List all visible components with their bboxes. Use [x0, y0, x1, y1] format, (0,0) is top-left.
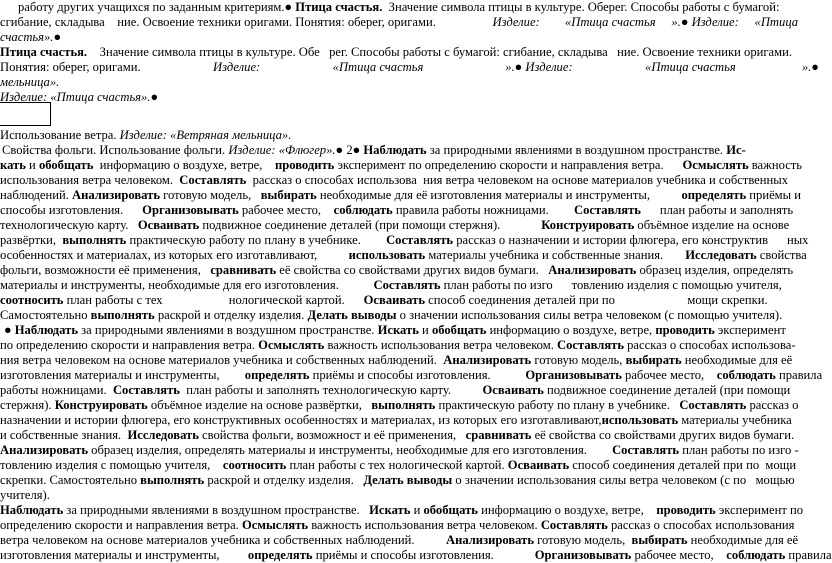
text-line	[0, 308, 816, 323]
text-segment: и собственные знания.	[0, 428, 128, 442]
text-line	[0, 60, 819, 75]
text-line	[0, 323, 816, 338]
text-segment: готовую модель,	[160, 188, 261, 202]
text-segment: материалы учебника	[678, 413, 792, 427]
text-segment: ветра человеком на основе материалов учебника и собственных наблюдений.	[0, 533, 446, 547]
bold-term: выполнять	[371, 398, 436, 412]
bold-term: ●	[335, 143, 347, 157]
text-segment: сгибание, складыва ние. Освоение техники оригами. Понятия: оберег, оригами.	[0, 15, 493, 29]
text-line	[0, 518, 816, 533]
bold-term: определять	[681, 188, 747, 202]
text-segment: рассказ о способах использования	[607, 518, 795, 532]
text-segment: правила работы ножницами.	[392, 203, 574, 217]
text-segment: план работы и заполнять технологическую карту.	[179, 383, 483, 397]
bold-term: Анализировать	[72, 188, 161, 202]
text-segment: план работы с тех нологической картой.	[63, 293, 364, 307]
bold-term: проводить	[656, 503, 716, 517]
bold-term: Анализировать	[443, 353, 532, 367]
text-segment: Значение символа птицы в культуре. Обе	[382, 0, 609, 14]
text-segment: ния ветра человеком на основе материалов учебника и собственных наблюдений.	[0, 353, 444, 367]
bold-term: Наблюдать	[0, 503, 64, 517]
bold-term: Анализировать	[445, 533, 534, 547]
bold-term: ● Птица счастья.	[284, 0, 383, 14]
text-line	[0, 263, 816, 278]
text-segment: практическую работу по плану в учебнике.	[435, 398, 680, 412]
bold-term: обобщать	[431, 323, 487, 337]
text-segment: важность использования ветра человеком.	[308, 518, 541, 532]
bold-term: Осмыслять	[682, 158, 749, 172]
text-segment: Значение символа птицы в культуре. Обе рег. Способы работы с бумагой: сгибание, складыва ние. Освоение техники оригами.	[87, 45, 792, 59]
text-segment: образец изделия, определять материалы и инструменты, необходимые для его изготовления.	[88, 443, 613, 457]
text-line	[0, 0, 816, 15]
bold-term: выбирать	[625, 353, 682, 367]
italic-phrase: Изделие: «Птица счастья ».	[492, 15, 681, 29]
bold-term: Составлять	[373, 278, 441, 292]
text-segment: изготовления материалы и инструменты,	[0, 548, 248, 562]
text-segment: раскрой и отделку изделия.	[204, 473, 364, 487]
text-line	[0, 203, 816, 218]
bold-term: Осваивать	[363, 293, 425, 307]
text-line	[0, 548, 832, 563]
text-segment: работы ножницами.	[0, 383, 113, 397]
text-segment: правила	[785, 548, 832, 562]
bold-term: Составлять	[573, 203, 641, 217]
bold-term: Составлять	[112, 383, 180, 397]
text-segment: и	[418, 323, 432, 337]
text-segment: план работы и заполнять	[640, 203, 794, 217]
bold-term: сравнивать	[465, 428, 532, 442]
text-line	[0, 353, 816, 368]
bold-term: определять	[244, 368, 310, 382]
text-segment: способ соединения деталей при по мощи	[569, 458, 797, 472]
text-segment: учителя).	[0, 488, 50, 502]
text-line	[0, 75, 816, 90]
text-segment: рассказ о способах использова-	[623, 338, 796, 352]
bold-term: Организовывать	[534, 548, 632, 562]
text-segment: изготовления материалы и инструменты,	[0, 368, 245, 382]
italic-phrase: Изделие: «Ветряная мельница».	[119, 128, 292, 142]
text-line	[0, 398, 816, 413]
bold-term: Анализировать	[0, 443, 89, 457]
text-segment: технологическую карту.	[0, 218, 138, 232]
bold-term: Осмыслять	[258, 338, 325, 352]
bold-term: Птица счастья.	[0, 45, 88, 59]
text-segment: скрепки. Самостоятельно	[0, 473, 141, 487]
bold-term: Исследовать	[685, 248, 757, 262]
bold-term: Делать выводы	[307, 308, 397, 322]
bold-term: проводить	[274, 158, 335, 172]
italic-phrase: Изделие: «Птица	[691, 15, 799, 29]
text-segment: за природными явлениями в воздушном пространстве.	[78, 323, 378, 337]
text-segment: работу других учащихся по заданным критериям.	[18, 0, 285, 14]
text-line	[0, 30, 816, 45]
text-segment: о значении использования силы ветра человеком (с по мощью	[452, 473, 795, 487]
bold-term: Осваивать	[137, 218, 200, 232]
bold-term: обобщать	[38, 158, 94, 172]
text-segment: рабочее место,	[238, 203, 334, 217]
bold-term: ●	[811, 60, 819, 74]
bold-term: Составлять	[179, 173, 247, 187]
text-segment: необходимые для её	[681, 353, 793, 367]
text-line	[0, 218, 816, 233]
text-segment: рабочее место,	[631, 548, 727, 562]
italic-phrase: Изделие: «Птица счастья ».	[213, 60, 515, 74]
text-line	[0, 173, 816, 188]
bold-term: Анализировать	[548, 263, 637, 277]
text-line	[0, 368, 823, 383]
text-segment: наблюдений.	[0, 188, 72, 202]
text-segment: за природными явлениями в воздушном пространстве.	[63, 503, 370, 517]
text-line	[0, 188, 816, 203]
bold-term: использовать	[348, 248, 426, 262]
text-line	[0, 248, 816, 263]
text-segment: её свойства со свойствами других видов бумаги.	[276, 263, 549, 277]
bold-term: Ис-	[726, 143, 746, 157]
text-segment: правила	[775, 368, 823, 382]
bold-term: ●	[53, 30, 62, 44]
text-segment: о значении использования силы ветра человеком (с помощью учителя).	[396, 308, 783, 322]
text-segment: раскрой и отделку изделия.	[154, 308, 308, 322]
italic-phrase: Изделие: «Птица счастья».	[0, 90, 151, 104]
text-segment: Самостоятельно	[0, 308, 91, 322]
text-segment: определению скорости и направления ветра.	[0, 518, 242, 532]
text-segment: фольги, возможности её применения,	[0, 263, 211, 277]
text-line	[0, 158, 816, 173]
bold-term: соотносить	[0, 293, 64, 307]
text-segment: рассказ о	[746, 398, 799, 412]
text-segment: план работы с тех нологической картой.	[286, 458, 508, 472]
text-segment: свойства фольги, возможност и её применения,	[198, 428, 466, 442]
text-segment: способы изготовления.	[0, 203, 143, 217]
text-segment: подвижное соединение деталей (при помощи стержня).	[199, 218, 542, 232]
text-line	[0, 293, 816, 308]
text-segment: рег. Способы работы с бумагой:	[608, 0, 780, 14]
bold-term: Составлять	[679, 398, 747, 412]
bold-term: проводить	[655, 323, 715, 337]
text-segment: и	[410, 503, 424, 517]
text-segment: эксперимент по	[715, 503, 804, 517]
bold-term: Составлять	[612, 443, 680, 457]
bold-term: Конструировать	[54, 398, 148, 412]
text-segment: материалы и инструменты, необходимые для его изготовления.	[0, 278, 374, 292]
text-segment: 2	[346, 143, 353, 157]
text-segment: Использование ветра.	[0, 128, 120, 142]
text-segment: свойства	[756, 248, 807, 262]
bold-term: соотносить	[222, 458, 287, 472]
text-segment: важность	[748, 158, 803, 172]
bold-term: Организовывать	[525, 368, 622, 382]
bold-term: использовать	[601, 413, 679, 427]
text-segment: информацию о воздухе, ветре,	[477, 503, 657, 517]
text-line	[0, 428, 816, 443]
text-segment: за природными явлениями в воздушном пространстве.	[426, 143, 727, 157]
text-segment: важность использования ветра человеком.	[324, 338, 557, 352]
text-segment: рассказ о назначении и истории флюгера, его конструктив ных	[453, 233, 809, 247]
text-segment: способ соединения деталей при по мощи скрепки.	[425, 293, 768, 307]
text-segment: рассказ о способах использова ния ветра человеком на основе материалов учебника и собственных	[246, 173, 789, 187]
text-segment: подвижное соединение деталей (при помощи	[543, 383, 791, 397]
text-line	[0, 15, 816, 30]
text-line	[0, 488, 816, 503]
text-line	[0, 383, 816, 398]
bold-term: ● Наблюдать	[4, 323, 78, 337]
bold-term: соблюдать	[716, 368, 776, 382]
text-line	[0, 143, 816, 158]
text-segment: рабочее место,	[621, 368, 717, 382]
text-segment: назначении и истории флюгера, его конструктивных особенностях и материалах, из которых его изготавливают,	[0, 413, 602, 427]
empty-box-frame	[0, 102, 51, 126]
bold-term: Составлять	[540, 518, 608, 532]
text-segment: по определению скорости и направления ветра.	[0, 338, 259, 352]
text-segment: и	[25, 158, 39, 172]
bold-term: Исследовать	[127, 428, 199, 442]
text-line	[0, 128, 816, 143]
bold-term: кать	[0, 158, 26, 172]
text-segment: Понятия: оберег, оригами.	[0, 60, 214, 74]
bold-term: ●	[514, 60, 526, 74]
text-segment: объёмное изделие на основе развёртки,	[147, 398, 372, 412]
text-line	[0, 413, 816, 428]
bold-term: Искать	[369, 503, 411, 517]
text-segment: материалы учебника и собственные знания.	[425, 248, 686, 262]
text-segment: план работы по изго -	[679, 443, 799, 457]
text-segment: объёмное изделие на основе	[634, 218, 790, 232]
text-segment: эксперимент по определению скорости и направления ветра.	[334, 158, 683, 172]
text-line	[0, 233, 816, 248]
text-line	[0, 458, 816, 473]
text-segment: информацию о воздухе, ветре,	[93, 158, 275, 172]
bold-term: ● Наблюдать	[352, 143, 427, 157]
bold-term: Осмыслять	[241, 518, 309, 532]
bold-term: определять	[247, 548, 313, 562]
text-segment: эксперимент	[714, 323, 786, 337]
bold-term: выполнять	[140, 473, 205, 487]
text-segment: образец изделия, определять	[636, 263, 794, 277]
italic-phrase: Изделие: «Птица счастья ».	[525, 60, 812, 74]
bold-term: выбирать	[631, 533, 688, 547]
bold-term: соблюдать	[333, 203, 393, 217]
text-segment: приёмы и	[746, 188, 801, 202]
bold-term: соблюдать	[726, 548, 786, 562]
text-segment: использования ветра человеком.	[0, 173, 180, 187]
text-segment: товлению изделия с помощью учителя,	[0, 458, 223, 472]
text-segment: приёмы и способы изготовления.	[309, 368, 526, 382]
bold-term: обобщать	[423, 503, 478, 517]
bold-term: Осваивать	[507, 458, 570, 472]
italic-phrase: мельница».	[0, 75, 60, 89]
bold-term: выполнять	[90, 308, 155, 322]
text-line	[0, 533, 816, 548]
bold-term: Конструировать	[541, 218, 635, 232]
text-segment: стержня).	[0, 398, 55, 412]
text-line	[0, 473, 816, 488]
bold-term: Составлять	[386, 233, 454, 247]
bold-term: ●	[150, 90, 159, 104]
text-segment: практическую работу по плану в учебнике.	[126, 233, 387, 247]
text-line	[0, 45, 816, 60]
italic-phrase: счастья».	[0, 30, 54, 44]
text-segment: её свойства со свойствами других видов бумаги.	[531, 428, 795, 442]
text-segment: приёмы и способы изготовления.	[312, 548, 535, 562]
text-segment: особенностях и материалах, из которых его изготавливают,	[0, 248, 349, 262]
text-segment: готовую модель,	[534, 533, 632, 547]
italic-phrase: Изделие: «Флюгер».	[228, 143, 336, 157]
text-segment: необходимые для её	[687, 533, 799, 547]
text-line	[0, 278, 816, 293]
text-line	[0, 338, 816, 353]
text-segment: Свойства фольги. Использование фольги.	[2, 143, 229, 157]
bold-term: Составлять	[557, 338, 624, 352]
text-segment: план работы по изго товлению изделия с помощью учителя,	[440, 278, 782, 292]
bold-term: сравнивать	[210, 263, 277, 277]
text-line	[0, 90, 816, 105]
bold-term: Организовывать	[142, 203, 239, 217]
bold-term: Искать	[377, 323, 419, 337]
text-segment: информацию о воздухе, ветре,	[486, 323, 656, 337]
bold-term: Делать выводы	[363, 473, 453, 487]
text-segment: развёртки,	[0, 233, 63, 247]
bold-term: выбирать	[260, 188, 317, 202]
text-segment: необходимые для её изготовления материалы и инструменты,	[316, 188, 682, 202]
text-line	[0, 443, 816, 458]
bold-term: выполнять	[62, 233, 127, 247]
text-line	[0, 503, 816, 518]
text-segment: готовую модель,	[531, 353, 626, 367]
bold-term: Осваивать	[482, 383, 544, 397]
bold-term: ●	[680, 15, 692, 29]
